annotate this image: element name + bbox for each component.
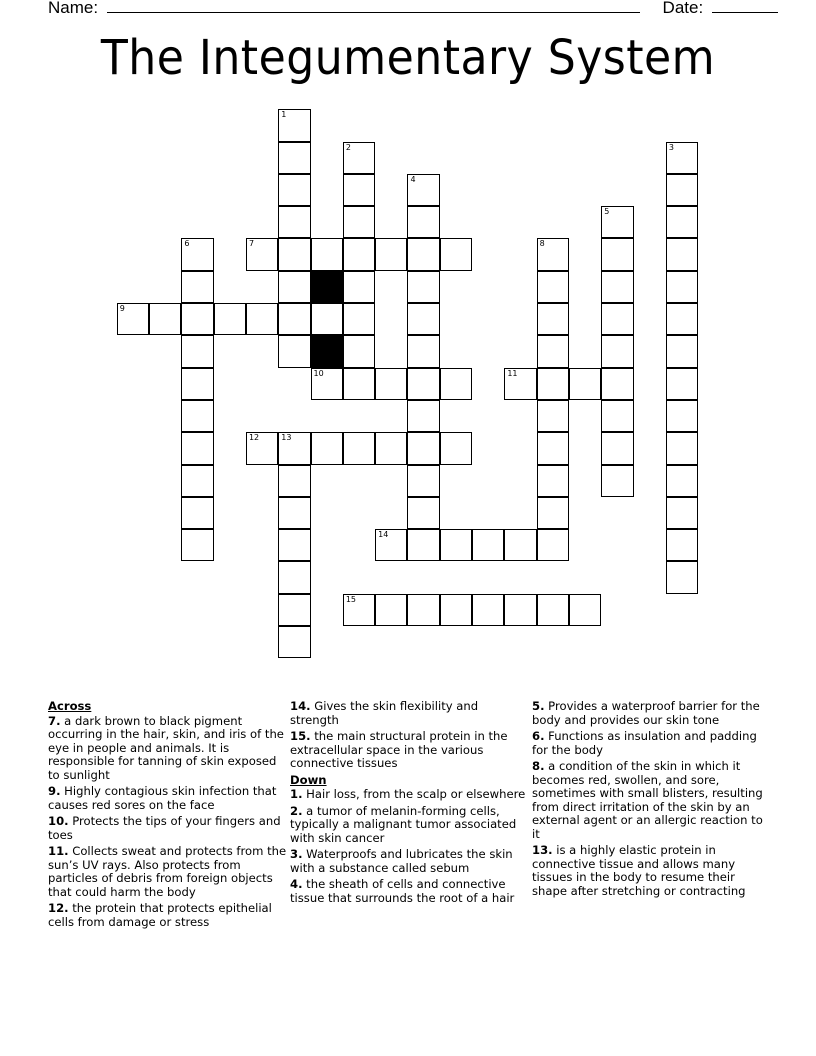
grid-cell[interactable]: [537, 238, 569, 270]
grid-cell[interactable]: [537, 497, 569, 529]
grid-cell[interactable]: [407, 303, 439, 335]
grid-cell[interactable]: [278, 497, 310, 529]
grid-cell[interactable]: [407, 400, 439, 432]
grid-cell[interactable]: [537, 432, 569, 464]
clue-down-4: 4. the sheath of cells and connective tissue that surrounds the root of a hair: [290, 877, 515, 905]
grid-cell[interactable]: [407, 174, 439, 206]
grid-cell[interactable]: [278, 271, 310, 303]
grid-cell[interactable]: [343, 238, 375, 270]
clue-number: 14: [378, 530, 389, 540]
grid-cell[interactable]: [375, 368, 407, 400]
grid-cell[interactable]: [472, 529, 504, 561]
grid-cell[interactable]: [375, 432, 407, 464]
black-cell: [311, 271, 343, 303]
grid-cell[interactable]: [666, 303, 698, 335]
grid-cell[interactable]: [343, 432, 375, 464]
grid-cell[interactable]: [537, 465, 569, 497]
grid-cell[interactable]: [246, 432, 278, 464]
grid-cell[interactable]: [278, 626, 310, 658]
grid-cell[interactable]: [472, 594, 504, 626]
grid-cell[interactable]: [181, 238, 213, 270]
grid-cell[interactable]: [407, 594, 439, 626]
grid-cell[interactable]: [278, 465, 310, 497]
grid-cell[interactable]: [440, 432, 472, 464]
grid-cell[interactable]: [407, 206, 439, 238]
grid-cell[interactable]: [311, 303, 343, 335]
clue-down-2: 2. a tumor of melanin-forming cells, typically a malignant tumor associated with skin cancer: [290, 803, 517, 845]
grid-cell[interactable]: [149, 303, 181, 335]
grid-cell[interactable]: [537, 303, 569, 335]
grid-cell[interactable]: [278, 206, 310, 238]
grid-cell[interactable]: [504, 368, 536, 400]
grid-cell[interactable]: [569, 594, 601, 626]
grid-cell[interactable]: [537, 594, 569, 626]
grid-cell[interactable]: [407, 465, 439, 497]
grid-cell[interactable]: [278, 561, 310, 593]
clue-number: 8: [539, 239, 545, 249]
grid-cell[interactable]: [278, 174, 310, 206]
clue-number: 11: [507, 368, 518, 378]
clue-across-9: 9. Highly contagious skin infection that causes red sores on the face: [48, 784, 277, 812]
clue-number: 15: [345, 594, 357, 604]
down-heading: Down: [290, 772, 327, 787]
clue-number: 2: [345, 142, 351, 152]
across-heading: Across: [48, 699, 92, 713]
clue-number: 13: [281, 433, 292, 443]
grid-cell[interactable]: [407, 271, 439, 303]
clue-down-6: 6. Functions as insulation and padding for the body: [532, 729, 757, 757]
grid-cell[interactable]: [666, 368, 698, 400]
clues-column-2: [290, 700, 530, 908]
clue-number: 10: [313, 368, 324, 378]
grid-cell[interactable]: [440, 529, 472, 561]
clue-number: 9: [119, 304, 125, 314]
clue-number: 3: [668, 142, 674, 152]
clue-number: 12: [248, 433, 260, 443]
grid-cell[interactable]: [181, 432, 213, 464]
grid-cell[interactable]: [504, 594, 536, 626]
grid-cell[interactable]: [343, 303, 375, 335]
grid-cell[interactable]: [278, 142, 310, 174]
clue-down-5: 5. Provides a waterproof barrier for the body and provides our skin tone: [532, 699, 760, 727]
grid-cell[interactable]: [311, 432, 343, 464]
grid-cell[interactable]: [375, 529, 407, 561]
clue-across-15: 15. the main structural protein in the extracellular space in the various connective tissues: [290, 729, 508, 770]
grid-cell[interactable]: [278, 109, 310, 141]
grid-cell[interactable]: [537, 529, 569, 561]
grid-cell[interactable]: [666, 529, 698, 561]
grid-cell[interactable]: [181, 497, 213, 529]
clue-number: 4: [410, 174, 416, 184]
grid-cell[interactable]: [407, 529, 439, 561]
grid-cell[interactable]: [537, 400, 569, 432]
grid-cell[interactable]: [601, 400, 633, 432]
grid-cell[interactable]: [666, 561, 698, 593]
grid-cell[interactable]: [407, 368, 439, 400]
clue-across-10: 10. Protects the tips of your fingers and toes: [48, 814, 281, 842]
clue-down-13: 13. is a highly elastic protein in connective tissue and allows many tissues in the body to resume their shape after stretching or contracting: [532, 843, 746, 898]
grid-cell[interactable]: [666, 400, 698, 432]
grid-cell[interactable]: [181, 271, 213, 303]
grid-cell[interactable]: [181, 303, 213, 335]
grid-cell[interactable]: [278, 594, 310, 626]
grid-cell[interactable]: [601, 206, 633, 238]
grid-cell[interactable]: [537, 368, 569, 400]
grid-cell[interactable]: [537, 335, 569, 367]
clue-down-3: 3. Waterproofs and lubricates the skin with a substance called sebum: [290, 847, 513, 875]
grid-cell[interactable]: [666, 206, 698, 238]
grid-cell[interactable]: [407, 335, 439, 367]
grid-cell[interactable]: [407, 432, 439, 464]
grid-cell[interactable]: [666, 271, 698, 303]
grid-cell[interactable]: [246, 238, 278, 270]
grid-cell[interactable]: [343, 368, 375, 400]
grid-cell[interactable]: [504, 529, 536, 561]
page-title: The Integumentary System: [100, 30, 716, 86]
grid-cell[interactable]: [311, 368, 343, 400]
grid-cell[interactable]: [440, 594, 472, 626]
clues-column-1: [48, 700, 288, 932]
grid-cell[interactable]: [666, 497, 698, 529]
clue-across-12: 12. the protein that protects epithelial cells from damage or stress: [48, 901, 272, 929]
grid-cell[interactable]: [181, 529, 213, 561]
grid-cell[interactable]: [375, 238, 407, 270]
grid-cell[interactable]: [343, 174, 375, 206]
grid-cell[interactable]: [666, 465, 698, 497]
grid-cell[interactable]: [666, 238, 698, 270]
grid-cell[interactable]: [666, 174, 698, 206]
clue-across-14: 14. Gives the skin flexibility and strength: [290, 699, 479, 727]
clue-number: 1: [281, 110, 287, 120]
clue-down-1: 1. Hair loss, from the scalp or elsewhere: [290, 787, 526, 801]
grid-cell[interactable]: [601, 432, 633, 464]
grid-cell[interactable]: [343, 271, 375, 303]
grid-cell[interactable]: [278, 529, 310, 561]
grid-cell[interactable]: [278, 432, 310, 464]
grid-cell[interactable]: [278, 335, 310, 367]
grid-cell[interactable]: [601, 271, 633, 303]
clue-across-7: 7. a dark brown to black pigment occurring in the hair, skin, and iris of the eye in people and animals. It is responsible for tanning of skin exposed to sunlight: [48, 713, 284, 782]
grid-cell[interactable]: [537, 271, 569, 303]
clue-across-11: 11. Collects sweat and protects from the sun’s UV rays. Also protects from particles of debris from foreign objects that could harm the body: [48, 844, 287, 899]
grid-cell[interactable]: [311, 238, 343, 270]
grid-cell[interactable]: [569, 368, 601, 400]
clue-number: 5: [604, 207, 610, 217]
grid-cell[interactable]: [601, 368, 633, 400]
grid-cell[interactable]: [343, 335, 375, 367]
grid-cell[interactable]: [666, 335, 698, 367]
grid-cell[interactable]: [601, 303, 633, 335]
grid-cell[interactable]: [375, 594, 407, 626]
name-label: Name:: [48, 0, 99, 17]
grid-cell[interactable]: [246, 303, 278, 335]
black-cell: [311, 335, 343, 367]
clues-column-3: [532, 700, 772, 901]
grid-cell[interactable]: [117, 303, 149, 335]
grid-cell[interactable]: [601, 238, 633, 270]
grid-cell[interactable]: [440, 238, 472, 270]
grid-cell[interactable]: [278, 303, 310, 335]
date-label: Date:: [662, 0, 704, 17]
grid-cell[interactable]: [214, 303, 246, 335]
grid-cell[interactable]: [181, 400, 213, 432]
grid-cell[interactable]: [601, 335, 633, 367]
grid-cell[interactable]: [343, 206, 375, 238]
grid-cell[interactable]: [440, 368, 472, 400]
clue-down-8: 8. a condition of the skin in which it becomes red, swollen, and sore, sometimes with small blisters, resulting from direct irritation of the skin by an external agent or an allergic reaction to it: [532, 759, 763, 841]
grid-cell[interactable]: [181, 335, 213, 367]
clue-number: 6: [184, 239, 190, 249]
grid-cell[interactable]: [666, 432, 698, 464]
grid-cell[interactable]: [343, 142, 375, 174]
clue-number: 7: [248, 239, 255, 249]
grid-cell[interactable]: [181, 368, 213, 400]
grid-cell[interactable]: [343, 594, 375, 626]
grid-cell[interactable]: [407, 238, 439, 270]
grid-cell[interactable]: [407, 497, 439, 529]
grid-cell[interactable]: [181, 465, 213, 497]
grid-cell[interactable]: [278, 238, 310, 270]
grid-cell[interactable]: [601, 465, 633, 497]
grid-cell[interactable]: [666, 142, 698, 174]
